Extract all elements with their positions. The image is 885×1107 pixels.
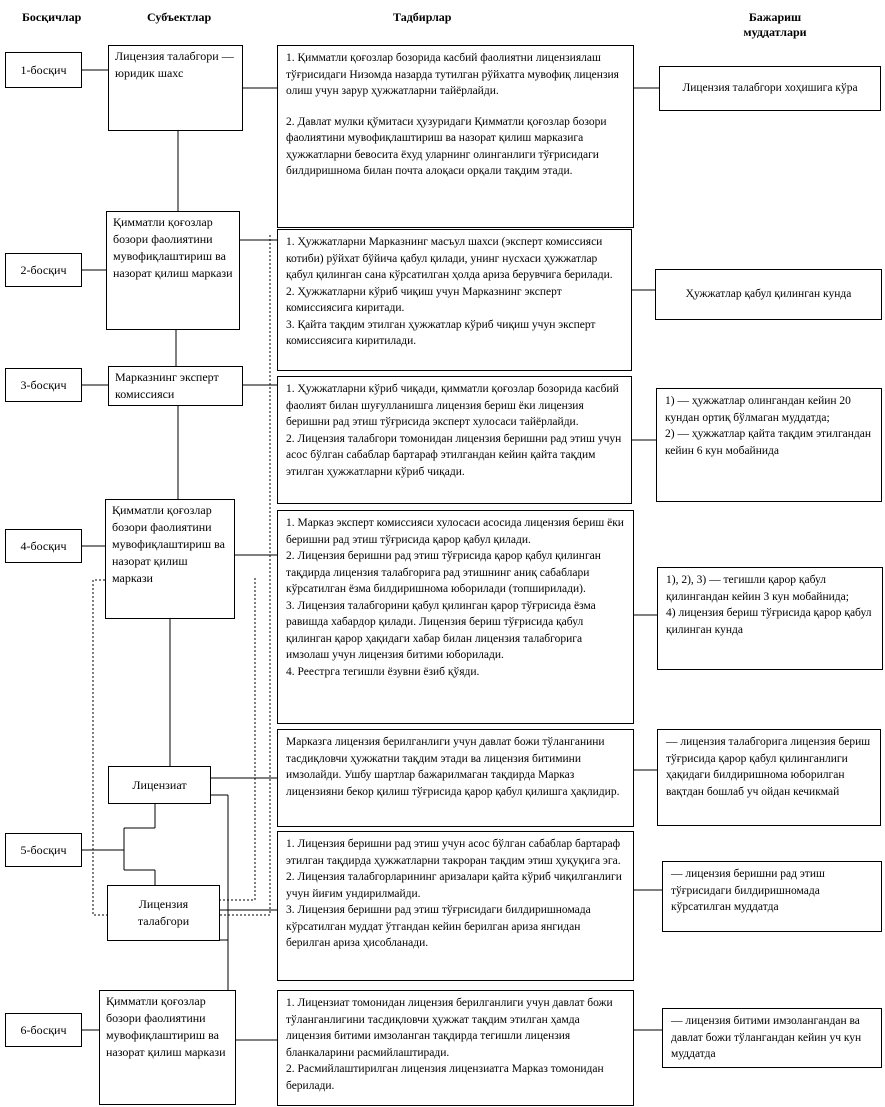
term-step5-applicant xyxy=(662,861,882,932)
term-step1: Лицензия талабгори хоҳишига кўра xyxy=(659,66,881,111)
actions-step2 xyxy=(277,229,632,371)
term-6: — лицензия битими имзолангандан ва давлат божи тўлангандан кейин уч кун муддатда xyxy=(671,1015,862,1060)
term-4-1: 1), 2), 3) — тегишли қарор қабул қилингандан кейин 3 кун мобайнида; xyxy=(666,574,849,603)
action-1-1: 1. Қимматли қоғозлар бозорида касбий фаолиятни лицензиялаш тўғрисидаги Низомда назарда тутилган рўйхатга мувофиқ лицензия олиш учун зарур ҳужжатларни тайёрлайди. xyxy=(286,52,619,97)
actions-step5-licensee xyxy=(277,729,634,827)
subject-license-applicant-legal-entity: Лицензия талабгори — юридик шахс xyxy=(108,45,243,131)
actions-step6 xyxy=(277,990,634,1106)
subject-center-step6: Қимматли қоғозлар бозори фаолиятини мувофиқлаштириш ва назорат қилиш маркази xyxy=(99,990,236,1105)
subject-expert-commission: Марказнинг эксперт комиссияси xyxy=(108,366,243,406)
term-step5-licensee xyxy=(657,729,881,826)
action-4-1: 1. Марказ эксперт комиссияси хулосаси асосида лицензия бериш ёки беришни рад этиш тўғрисида қарор қабул қилади. xyxy=(286,517,624,546)
step-6-box: 6-босқич xyxy=(5,1013,82,1047)
step-4-box: 4-босқич xyxy=(5,529,82,563)
action-5b-3: 3. Лицензия беришни рад этиш тўғрисидаги билдиришномада кўрсатилган муддат ўтгандан кейин берилган ариза янгидан берилган ариза ҳисобланади. xyxy=(286,904,591,949)
step-3-box: 3-босқич xyxy=(5,368,82,402)
action-2-3: 3. Қайта тақдим этилган ҳужжатлар кўриб чиқиш учун эксперт комиссиясига киритилади. xyxy=(286,318,596,347)
term-4-2: 4) лицензия бериш тўғрисида қарор қабул қилинган кунда xyxy=(666,607,872,636)
header-steps: Босқичлар xyxy=(22,10,82,24)
action-5a: Марказга лицензия берилганлиги учун давлат божи тўланганини тасдиқловчи ҳужжатни тақдим этади ва лицензия битимини имзолайди. Ушбу шартлар бажарилмаган тақдирда Марказ лицензияни бекор қилиш тўғрисида қарор қабул қилишга ҳақлидир. xyxy=(286,736,620,798)
actions-step3 xyxy=(277,376,632,504)
action-2-2: 2. Ҳужжатларни кўриб чиқиш учун Марказнинг эксперт комиссиясига киритади. xyxy=(286,285,562,314)
action-3-2: 2. Лицензия талабгори томонидан лицензия беришни рад этиш учун асос бўлган сабаблар бартараф этилгандан кейин қайта тақдим этилган ҳужжатларни кўриб чиқади. xyxy=(286,432,622,478)
term-step4 xyxy=(657,567,883,670)
action-4-3: 3. Лицензия талабгорини қабул қилинган қарор тўғрисида ёзма равишда хабардор қилади. Лицензия бериш тўғрисида қабул қилинган қарор ҳақидаги хабар билан лицензия талабгорига имзолаш учун лицензия битими юборилади. xyxy=(286,599,596,661)
actions-step4 xyxy=(277,510,634,724)
action-5b-2: 2. Лицензия талабгорларининг аризалари қайта кўриб чиқилганлиги учун йиғим ундирилмайди. xyxy=(286,871,622,900)
actions-step5-applicant xyxy=(277,831,634,981)
term-step3 xyxy=(656,388,882,502)
term-3-1: 1) — ҳужжатлар олингандан кейин 20 кундан ортиқ бўлмаган муддатда; xyxy=(665,395,851,424)
action-5b-1: 1. Лицензия беришни рад этиш учун асос бўлган сабаблар бартараф этилган тақдирда ҳужжатларни такроран тақдим этиш ҳуқуқига эга. xyxy=(286,838,621,867)
subject-license-applicant: Лицензия талабгори xyxy=(107,885,220,941)
action-1-2: 2. Давлат мулки қўмитаси ҳузуридаги Қимматли қоғозлар бозори фаолиятини мувофиқлаштириш ва назорат қилиш марказига ҳужжатларни бевосита ёхуд уларнинг олинганлиги тўғрисидаги билдиришнома билан почта алоқаси орқали тақдим этади. xyxy=(286,115,607,177)
header-terms-line1: Бажариш xyxy=(748,10,802,24)
step-2-box: 2-босқич xyxy=(5,253,82,287)
action-4-4: 4. Реестрга тегишли ёзувни ёзиб қўяди. xyxy=(286,665,480,678)
subject-center-step4: Қимматли қоғозлар бозори фаолиятини мувофиқлаштириш ва назорат қилиш маркази xyxy=(105,499,235,619)
header-subjects: Субъектлар xyxy=(147,10,212,24)
actions-step1 xyxy=(277,45,634,228)
header-terms-line2: муддатлари xyxy=(743,25,807,39)
step-5-box: 5-босқич xyxy=(5,833,82,867)
step-1-box: 1-босқич xyxy=(5,52,82,88)
term-step2: Ҳужжатлар қабул қилинган кунда xyxy=(655,269,882,320)
header-actions: Тадбирлар xyxy=(393,10,452,24)
action-2-1: 1. Ҳужжатларни Марказнинг масъул шахси (эксперт комиссияси котиби) рўйхат бўйича қабул қилади, унинг нусхаси ҳужжатлар қабул қилинган сана кўрсатилган ҳолда ариза берувчига берилади. xyxy=(286,236,613,281)
action-4-2: 2. Лицензия беришни рад этиш тўғрисида қарор қабул қилинган тақдирда лицензия талабгорига рад этишнинг аниқ сабаблари кўрсатилган ёзма билдиришнома юборилади (топширилади). xyxy=(286,550,601,595)
action-3-1: 1. Ҳужжатларни кўриб чиқади, қимматли қоғозлар бозорида касбий фаолият билан шуғулланишга лицензия бериш ёки лицензия беришни рад этиш тўғрисида эксперт хулосаси тайёрлайди. xyxy=(286,383,619,428)
term-5a: — лицензия талабгорига лицензия бериш тўғрисида қарор қабул қилинганлиги ҳақидаги билдиришнома юборилган вақтдан бошлаб уч ойдан кечикмай xyxy=(666,736,871,798)
term-5b: — лицензия беришни рад этиш тўғрисидаги билдиришномада кўрсатилган муддатда xyxy=(671,868,825,913)
action-6-1: 1. Лицензиат томонидан лицензия берилганлиги учун давлат божи тўланганлигини тасдиқловчи ҳужжат тақдим этилган ҳамда лицензия битими имзоланган тақдирда тегишли лицензия бланкаларини расмийлаштиради. xyxy=(286,997,613,1059)
term-3-2: 2) — ҳужжатлар қайта тақдим этилгандан кейин 6 кун мобайнида xyxy=(665,428,872,457)
subject-licensee: Лицензиат xyxy=(108,766,211,804)
term-step6 xyxy=(662,1008,882,1068)
action-6-2: 2. Расмийлаштирилган лицензия лицензиатга Марказ томонидан берилади. xyxy=(286,1063,604,1092)
subject-center-step2: Қимматли қоғозлар бозори фаолиятини мувофиқлаштириш ва назорат қилиш маркази xyxy=(106,211,240,330)
